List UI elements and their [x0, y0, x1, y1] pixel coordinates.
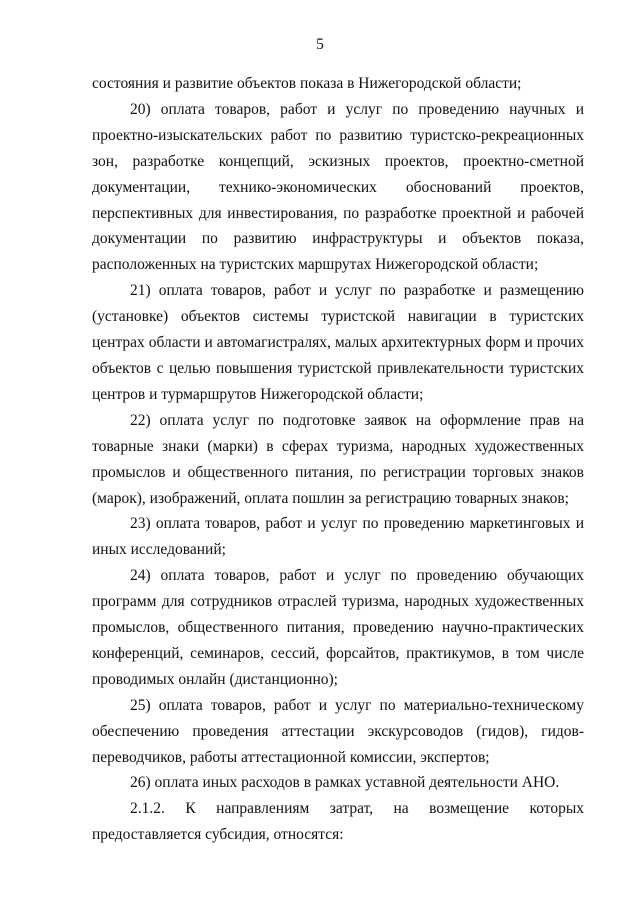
page-number: 5	[316, 36, 324, 53]
paragraph-item-26: 26) оплата иных расходов в рамках уставной деятельности АНО.	[130, 774, 560, 792]
paragraph-continuation: состояния и развитие объектов показа в Нижегородской области;	[92, 75, 522, 92]
paragraph-section-2-1-2-line2: предоставляется субсидия, относятся:	[92, 826, 344, 844]
paragraph-item-24: 24) оплата товаров, работ и услуг по проведению обучающих программ для сотрудников отраслей туризма, народных художественных промыслов, общественного питания, проведению научно-практических конференций, семинаров, сессий, форсайтов, практикумов, в том числе проводимых онлайн (дистанционно);	[92, 567, 584, 688]
paragraph-item-25: 25) оплата товаров, работ и услуг по материально-техническому обеспечению проведения аттестации экскурсоводов (гидов), гидов-переводчиков, работы аттестационной комиссии, экспертов;	[92, 696, 584, 766]
document-body	[92, 71, 584, 848]
paragraph-item-23: 23) оплата товаров, работ и услуг по проведению маркетинговых и иных исследований;	[92, 515, 584, 559]
paragraph-item-22: 22) оплата услуг по подготовке заявок на оформление прав на товарные знаки (марки) в сферах туризма, народных художественных промыслов и общественного питания, по регистрации торговых знаков (марок), изображений, оплата пошлин за регистрацию товарных знаков;	[92, 411, 584, 507]
paragraph-item-20: 20) оплата товаров, работ и услуг по проведению научных и проектно-изыскательских работ по развитию туристско-рекреационных зон, разработке концепций, эскизных проектов, проектно-сметной документации, технико-экономических обоснований проектов, перспективных для инвестирования, по разработке проектной и рабочей документации по развитию инфраструктуры и объектов показа, расположенных на туристских маршрутах Нижегородской области;	[92, 100, 584, 274]
paragraph-section-2-1-2-line1: 2.1.2. К направлениям затрат, на возмещение которых	[130, 800, 584, 818]
paragraph-item-21: 21) оплата товаров, работ и услуг по разработке и размещению (установке) объектов системы туристской навигации в туристских центрах области и автомагистралях, малых архитектурных форм и прочих объектов с целью повышения туристской привлекательности туристских центров и турмаршрутов Нижегородской области;	[92, 282, 584, 403]
